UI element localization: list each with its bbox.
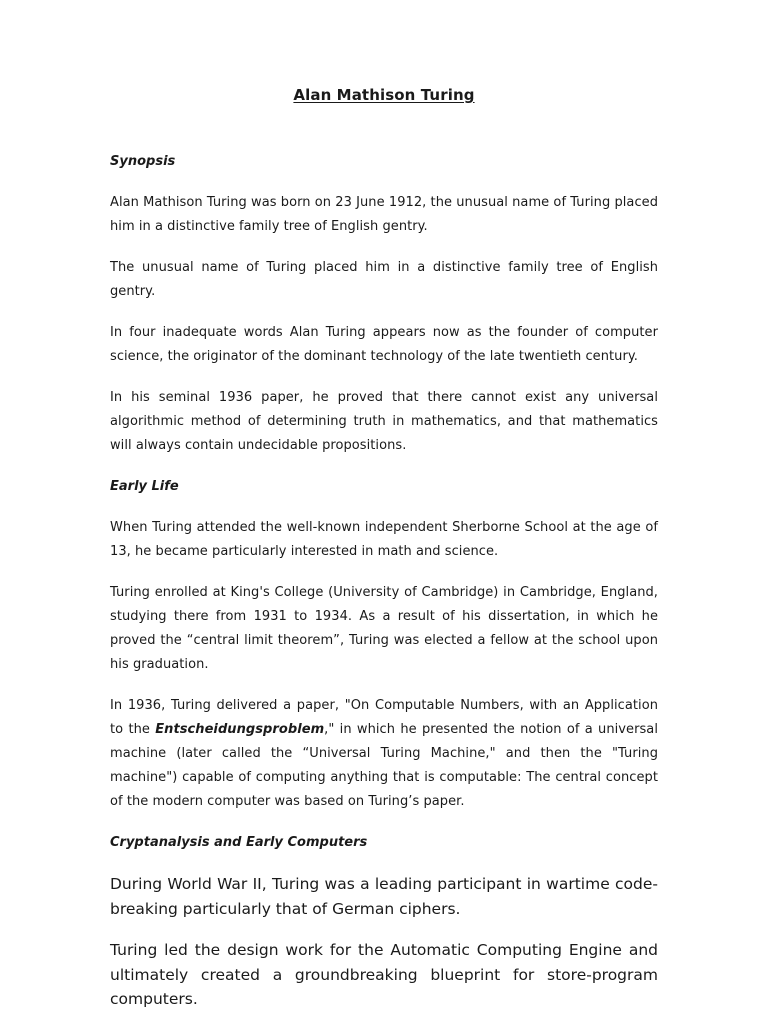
section-heading-early-life: Early Life bbox=[110, 479, 179, 494]
paragraph-large: Turing led the design work for the Automatic Computing Engine and ultimately created a groundbreaking blueprint for store-program computers. bbox=[110, 941, 658, 1008]
paragraph-with-emphasis bbox=[110, 694, 658, 814]
paragraph: The unusual name of Turing placed him in a distinctive family tree of English gentry. bbox=[110, 260, 658, 299]
paragraph: Turing enrolled at King's College (University of Cambridge) in Cambridge, England, studying there from 1931 to 1934. As a result of his dissertation, in which he proved the “central limit theorem”, Turing was elected a fellow at the school upon his graduation. bbox=[110, 585, 658, 672]
document-body bbox=[110, 150, 658, 1029]
paragraph: When Turing attended the well-known independent Sherborne School at the age of 13, he became particularly interested in math and science. bbox=[110, 520, 658, 559]
paragraph-text: In 1936, Turing delivered a paper, "On Computable Numbers, with an Application to the bbox=[110, 698, 658, 737]
section-heading-cryptanalysis: Cryptanalysis and Early Computers bbox=[110, 835, 368, 850]
paragraph-text: ," in which he presented the notion of a universal machine (later called the “Universal Turing Machine," and then the "Turing machine") capable of computing anything that is computable: The central concept of the modern computer was based on Turing’s paper. bbox=[110, 722, 658, 809]
paragraph: In his seminal 1936 paper, he proved that there cannot exist any universal algorithmic method of determining truth in mathematics, and that mathematics will always contain undecidable propositions. bbox=[110, 390, 658, 453]
paragraph-large: During World War II, Turing was a leading participant in wartime code-breaking particularly that of German ciphers. bbox=[110, 875, 658, 918]
document-title: Alan Mathison Turing bbox=[293, 86, 475, 104]
paragraph: Alan Mathison Turing was born on 23 June 1912, the unusual name of Turing placed him in a distinctive family tree of English gentry. bbox=[110, 195, 658, 234]
section-heading-synopsis: Synopsis bbox=[110, 154, 176, 169]
emphasized-term: Entscheidungsproblem bbox=[155, 722, 325, 737]
paragraph: In four inadequate words Alan Turing appears now as the founder of computer science, the originator of the dominant technology of the late twentieth century. bbox=[110, 325, 658, 364]
